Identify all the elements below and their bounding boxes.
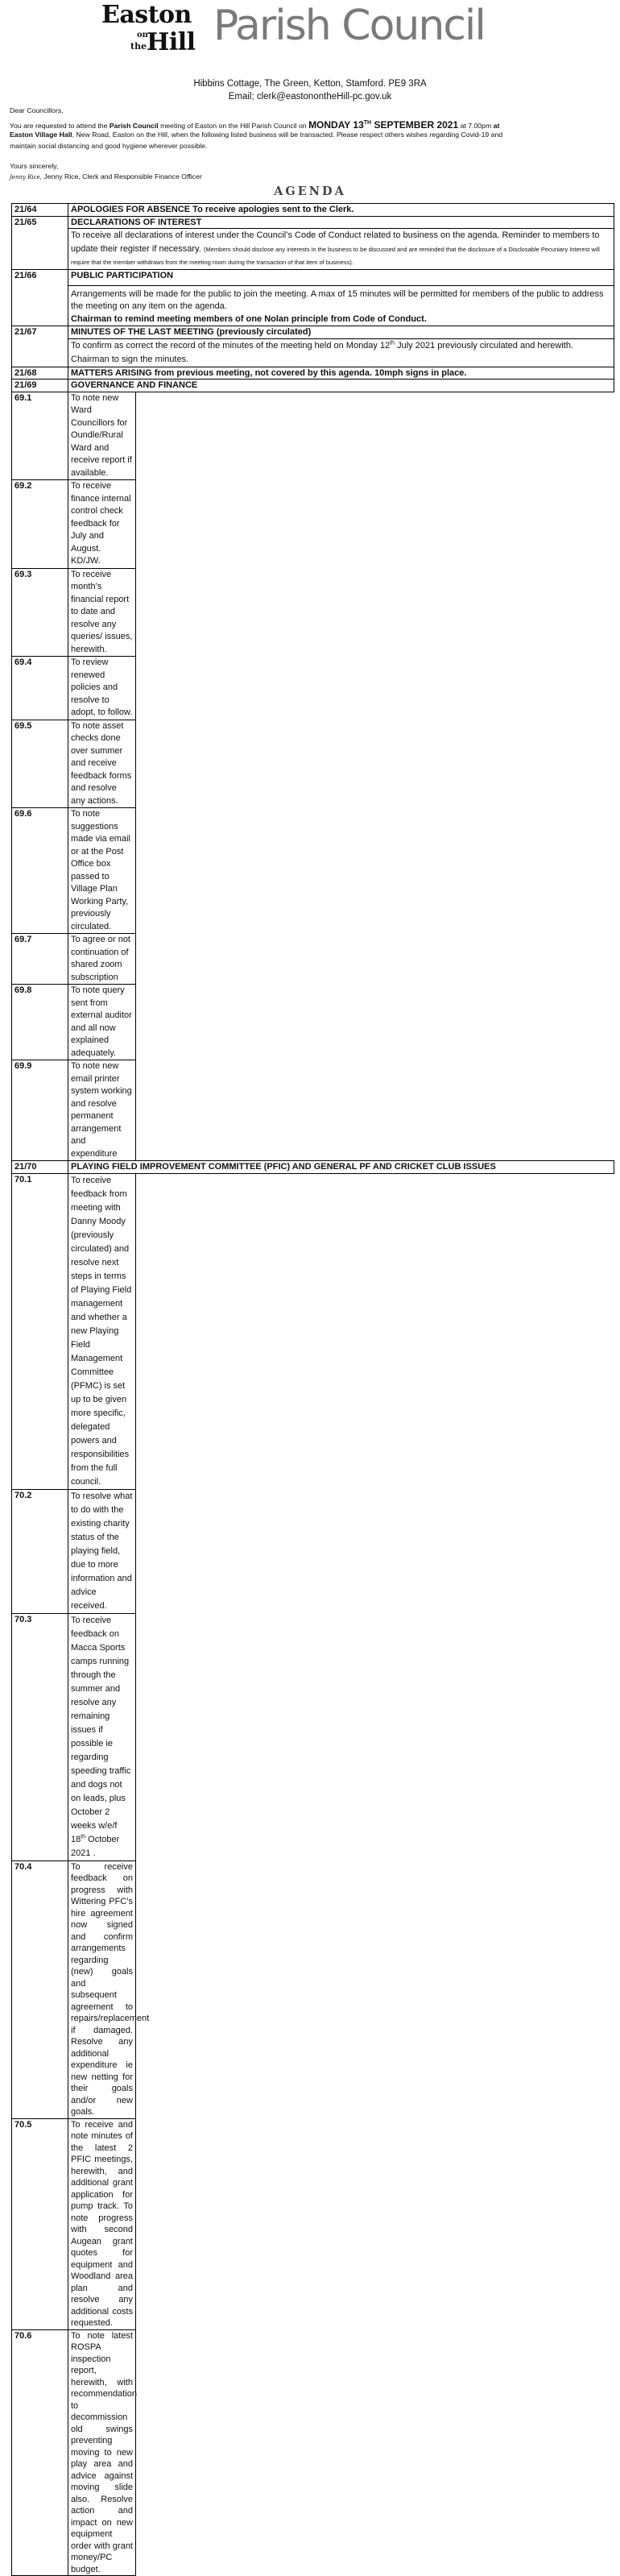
logo-on: on xyxy=(137,31,148,39)
sub-item-row xyxy=(12,568,614,657)
sub-item-text: To receive and note minutes of the latest 2 PFIC meetings, herewith, and additional grant application for pump track. To note progress with second Augean grant quotes for equipment and Woodland area plan and resolve any additional costs requested. xyxy=(68,2118,136,2329)
sub-item-row xyxy=(12,1860,614,2118)
item-number: 21/66 xyxy=(12,269,68,326)
greeting: Dear Councillors, xyxy=(10,106,64,114)
item-body: To confirm as correct the record of the minutes of the meeting held on Monday 12th July 2021 previously circulated and herewith. Chairman to sign the minutes. xyxy=(68,338,614,367)
sub-item-row xyxy=(12,808,614,934)
sub-item-number: 69.9 xyxy=(12,1060,68,1161)
signature: Jenny Rice, xyxy=(10,174,42,180)
sub-item-number: 70.5 xyxy=(12,2118,68,2329)
agenda-row xyxy=(12,216,614,229)
sub-item-text: To note asset checks done over summer and receive feedback forms and resolve any actions. xyxy=(68,720,136,808)
logo-parish-council: Parish Council xyxy=(213,2,485,50)
sub-item-row xyxy=(12,1173,614,1489)
sub-item-number: 70.6 xyxy=(12,2329,68,2576)
sub-item-number: 70.2 xyxy=(12,1489,68,1613)
sub-item-text: To note latest ROSPA inspection report, herewith, with recommendation to decommission old swings preventing moving to new play area and advice against moving slide also. Resolve action and impact on new equipment order with grant money/PC budget. xyxy=(68,2329,136,2576)
agenda-row xyxy=(12,367,614,380)
item-body: To receive all declarations of interest under the Council’s Code of Conduct related to business on the agenda. Reminder to members to update their register if necessary. (Members should disclose any interests in the business to be discussed and are reminded that the disclosure of a Disclosable Pecuniary Interest will require that the member withdraws from the meeting room during the transaction of that item of business). xyxy=(68,229,614,270)
signature-line: Jenny Rice, Jenny Rice, Clerk and Responsible Finance Officer xyxy=(10,172,202,180)
item-title: PUBLIC PARTICIPATION xyxy=(68,269,614,285)
agenda-row xyxy=(12,326,614,339)
sub-item-number: 69.4 xyxy=(12,657,68,720)
logo-easton: Easton xyxy=(101,1,192,29)
sub-item-row xyxy=(12,392,614,480)
invitation-line-1: You are requested to attend the Parish Council meeting of Easton on the Hill Parish Council on MONDAY 13TH SEPTEMBER 2021 at 7.00pm at xyxy=(10,119,500,131)
sub-item-row xyxy=(12,1060,614,1161)
sub-item-text: To note new Ward Councillors for Oundle/Rural Ward and receive report if available. xyxy=(68,392,136,480)
sub-item-row xyxy=(12,480,614,569)
sub-item-text: To agree or not continuation of shared zoom subscription xyxy=(68,934,136,985)
sub-item-row xyxy=(12,720,614,808)
email: Email; clerk@eastonontheHill-pc.gov.uk xyxy=(228,92,392,102)
invitation-line-3: maintain social distancing and good hygiene wherever possible. xyxy=(10,142,208,150)
item-number: 21/65 xyxy=(12,216,68,269)
item-title: PLAYING FIELD IMPROVEMENT COMMITTEE (PFIC) AND GENERAL PF AND CRICKET CLUB ISSUES xyxy=(68,1161,614,1174)
item-text: APOLOGIES FOR ABSENCE To receive apologies sent to the Clerk. xyxy=(68,204,614,217)
item-number: 21/68 xyxy=(12,367,68,380)
item-title: GOVERNANCE AND FINANCE xyxy=(68,380,614,392)
sub-item-text: To receive feedback on progress with Wittering PFC’s hire agreement now signed and confirm arrangements regarding (new) goals and subsequent agreement to repairs/replacement if damaged. Resolve any additional expenditure ie new netting for their goals and/or new goals. xyxy=(68,1860,136,2118)
sub-item-number: 70.1 xyxy=(12,1173,68,1489)
item-text: MATTERS ARISING from previous meeting, not covered by this agenda. 10mph signs in place. xyxy=(68,367,614,380)
sub-item-text: To receive feedback from meeting with Danny Moody (previously circulated) and resolve next steps in terms of Playing Field management and whether a new Playing Field Management Committee (PFMC) is set up to be given more specific, delegated powers and responsibilities from the full council. xyxy=(68,1173,136,1489)
sub-item-number: 69.2 xyxy=(12,480,68,569)
agenda-table xyxy=(11,203,614,2576)
item-number: 21/69 xyxy=(12,380,68,392)
sub-item-text: To note suggestions made via email or at the Post Office box passed to Village Plan Working Party, previously circulated. xyxy=(68,808,136,934)
sub-item-row xyxy=(12,2329,614,2576)
agenda-row xyxy=(12,380,614,392)
sub-item-row xyxy=(12,657,614,720)
sub-item-number: 69.3 xyxy=(12,568,68,657)
logo-the: the xyxy=(130,41,147,52)
closing: Yours sincerely, xyxy=(10,162,59,170)
sub-item-row xyxy=(12,1489,614,1613)
sub-item-number: 69.7 xyxy=(12,934,68,985)
sub-item-number: 70.4 xyxy=(12,1860,68,2118)
agenda-row xyxy=(12,204,614,217)
sub-item-row xyxy=(12,985,614,1060)
sub-item-text: To receive month’s financial report to date and resolve any queries/ issues, herewith. xyxy=(68,568,136,657)
letterhead xyxy=(0,0,620,64)
agenda-row xyxy=(12,285,614,326)
sub-item-number: 69.8 xyxy=(12,985,68,1060)
agenda-row xyxy=(12,229,614,270)
address: Hibbins Cottage, The Green, Ketton, Stamford. PE9 3RA xyxy=(193,79,427,89)
sub-item-row xyxy=(12,1613,614,1860)
sub-item-number: 69.6 xyxy=(12,808,68,934)
item-number: 21/70 xyxy=(12,1161,68,1174)
sub-item-text: To receive feedback on Macca Sports camps running through the summer and resolve any remaining issues if possible ie regarding speeding traffic and dogs not on leads, plus October 2 weeks w/e/f 18th October 2021 . xyxy=(68,1613,136,1860)
logo-hill: Hill xyxy=(147,28,196,56)
sub-item-row xyxy=(12,2118,614,2329)
sub-item-number: 69.1 xyxy=(12,392,68,480)
sub-item-row xyxy=(12,934,614,985)
sub-item-text: To note query sent from external auditor and all now explained adequately. xyxy=(68,985,136,1060)
sub-item-text: To note new email printer system working and resolve permanent arrangement and expenditure xyxy=(68,1060,136,1161)
sub-item-number: 69.5 xyxy=(12,720,68,808)
item-number: 21/64 xyxy=(12,204,68,217)
item-title: MINUTES OF THE LAST MEETING (previously circulated) xyxy=(68,326,614,339)
agenda-row xyxy=(12,1161,614,1174)
item-body: Arrangements will be made for the public to join the meeting. A max of 15 minutes will be permitted for members of the public to address the meeting on any item on the agenda. Chairman to remind meeting members of one Nolan principle from Code of Conduct. xyxy=(68,285,614,326)
agenda-row xyxy=(12,269,614,285)
sub-item-number: 70.3 xyxy=(12,1613,68,1860)
agenda-title: AGENDA xyxy=(274,185,346,198)
sub-item-text: To resolve what to do with the existing charity status of the playing field, due to more information and advice received. xyxy=(68,1489,136,1613)
item-title: DECLARATIONS OF INTEREST xyxy=(68,216,614,229)
agenda-row xyxy=(12,338,614,367)
sub-item-text: To review renewed policies and resolve to adopt, to follow. xyxy=(68,657,136,720)
item-number: 21/67 xyxy=(12,326,68,367)
invitation-line-2: Easton Village Hall, New Road, Easton on the Hill, when the following listed business will be transacted. Please respect others wishes regarding Covid-19 and xyxy=(10,131,503,139)
sub-item-text: To receive finance internal control check feedback for July and August. KD/JW. xyxy=(68,480,136,569)
